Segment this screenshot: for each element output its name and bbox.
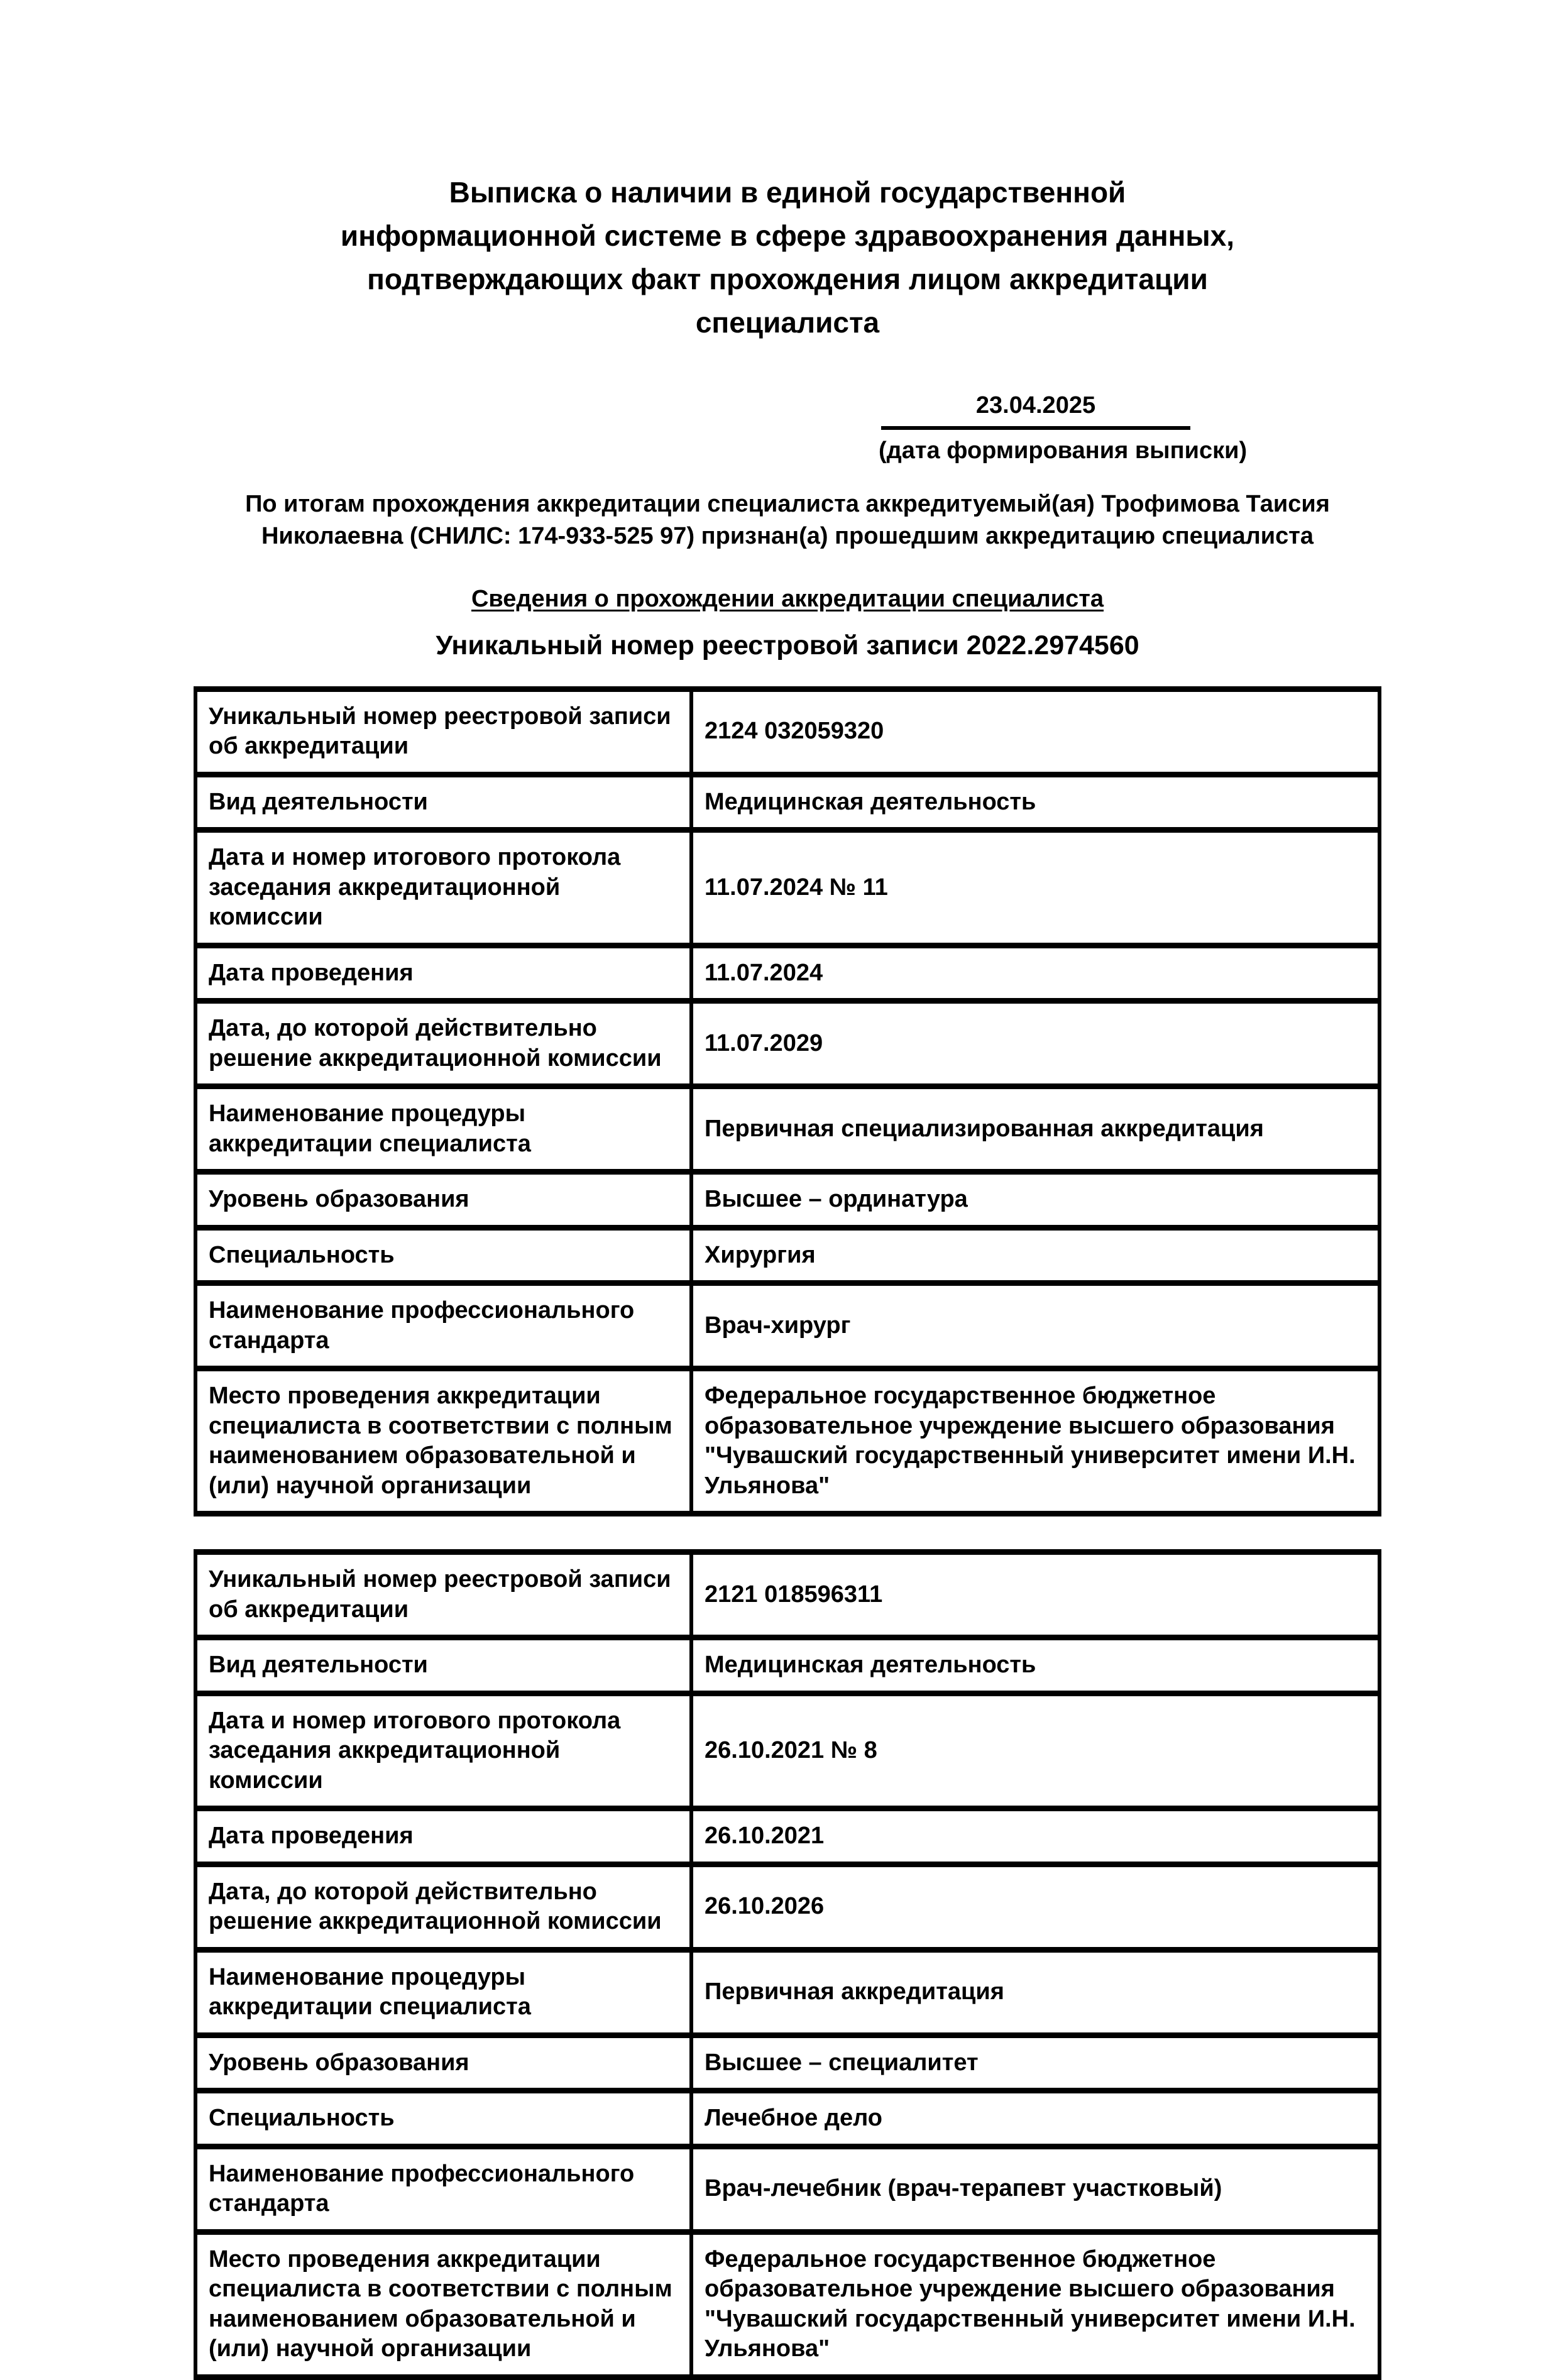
table-row <box>195 945 1380 1001</box>
row-label: Дата, до которой действительно решение аккредитационной комиссии <box>195 1001 691 1087</box>
table-row <box>195 2232 1380 2377</box>
row-value: 11.07.2029 <box>691 1001 1380 1087</box>
row-value: 26.10.2021 <box>691 1809 1380 1865</box>
row-value: 2124 032059320 <box>691 689 1380 774</box>
row-label: Вид деятельности <box>195 1638 691 1694</box>
row-label: Уровень образования <box>195 1172 691 1228</box>
table-row <box>195 1638 1380 1694</box>
table-row <box>195 1172 1380 1228</box>
row-value: Врач-лечебник (врач-терапевт участковый) <box>691 2146 1380 2232</box>
row-value: 11.07.2024 <box>691 945 1380 1001</box>
row-label: Вид деятельности <box>195 774 691 830</box>
table-row <box>195 2035 1380 2091</box>
formation-date-block <box>879 391 1248 466</box>
row-value: Федеральное государственное бюджетное образовательное учреждение высшего образования "Чувашский государственный университет имени И.Н. Ульянова" <box>691 2232 1380 2377</box>
row-value: Медицинская деятельность <box>691 774 1380 830</box>
table-row <box>195 1087 1380 1172</box>
section-heading: Сведения о прохождении аккредитации специалиста <box>471 585 1104 612</box>
row-label: Специальность <box>195 1227 691 1283</box>
row-label: Наименование профессионального стандарта <box>195 2146 691 2232</box>
row-value: Федеральное государственное бюджетное образовательное учреждение высшего образования "Чувашский государственный университет имени И.Н. Ульянова" <box>691 1369 1380 1514</box>
row-value: Высшее – специалитет <box>691 2035 1380 2091</box>
row-value: Хирургия <box>691 1227 1380 1283</box>
row-value: Первичная специализированная аккредитация <box>691 1087 1380 1172</box>
accreditation-table-2 <box>194 1549 1381 2380</box>
table-row <box>195 1693 1380 1809</box>
table-row <box>195 1369 1380 1514</box>
row-value: Врач-хирург <box>691 1283 1380 1369</box>
row-label: Уникальный номер реестровой записи об аккредитации <box>195 689 691 774</box>
row-label: Дата проведения <box>195 1809 691 1865</box>
row-label: Место проведения аккредитации специалиста в соответствии с полным наименованием образовательной и (или) научной организации <box>195 1369 691 1514</box>
table-row <box>195 1864 1380 1950</box>
table-row <box>195 2091 1380 2147</box>
row-label: Дата проведения <box>195 945 691 1001</box>
table-row <box>195 1552 1380 1638</box>
table-row <box>195 689 1380 774</box>
table-row <box>195 830 1380 946</box>
row-value: Первичная аккредитация <box>691 1950 1380 2035</box>
row-label: Уникальный номер реестровой записи об аккредитации <box>195 1552 691 1638</box>
row-label: Наименование процедуры аккредитации специалиста <box>195 1087 691 1172</box>
table-row <box>195 1227 1380 1283</box>
row-label: Наименование профессионального стандарта <box>195 1283 691 1369</box>
row-label: Место проведения аккредитации специалиста в соответствии с полным наименованием образовательной и (или) научной организации <box>195 2232 691 2377</box>
table-row <box>195 1950 1380 2035</box>
table-row <box>195 1283 1380 1369</box>
row-label: Дата и номер итогового протокола заседания аккредитационной комиссии <box>195 1693 691 1809</box>
formation-date-caption: (дата формирования выписки) <box>879 437 1248 464</box>
row-value: 26.10.2026 <box>691 1864 1380 1950</box>
table-row <box>195 2146 1380 2232</box>
row-label: Дата, до которой действительно решение аккредитационной комиссии <box>195 1864 691 1950</box>
row-value: Лечебное дело <box>691 2091 1380 2147</box>
document-title: Выписка о наличии в единой государственной информационной системе в сфере здравоохранения данных, подтверждающих факт прохождения лицом аккредитации специалиста <box>340 176 1235 339</box>
table-row <box>195 774 1380 830</box>
row-value: Высшее – ординатура <box>691 1172 1380 1228</box>
row-value: 11.07.2024 № 11 <box>691 830 1380 946</box>
row-label: Специальность <box>195 2091 691 2147</box>
row-value: 2121 018596311 <box>691 1552 1380 1638</box>
table-row <box>195 1809 1380 1865</box>
record-number-heading: Уникальный номер реестровой записи 2022.2974560 <box>436 630 1139 661</box>
row-value: 26.10.2021 № 8 <box>691 1693 1380 1809</box>
row-label: Уровень образования <box>195 2035 691 2091</box>
table-row <box>195 1001 1380 1087</box>
formation-date: 23.04.2025 <box>975 392 1096 419</box>
row-label: Дата и номер итогового протокола заседания аккредитационной комиссии <box>195 830 691 946</box>
row-label: Наименование процедуры аккредитации специалиста <box>195 1950 691 2035</box>
accreditation-table-1 <box>194 686 1381 1517</box>
row-value: Медицинская деятельность <box>691 1638 1380 1694</box>
intro-paragraph: По итогам прохождения аккредитации специалиста аккредитуемый(ая) Трофимова Таисия Николаевна (СНИЛС: 174-933-525 97) признан(а) прошедшим аккредитацию специалиста <box>245 491 1330 550</box>
